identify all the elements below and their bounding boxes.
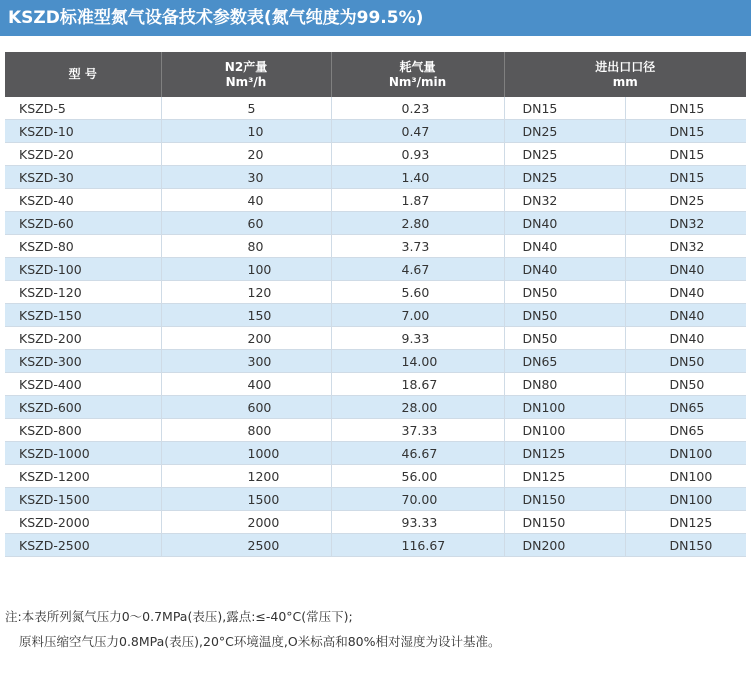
table-row <box>5 488 746 511</box>
table-body <box>5 97 746 557</box>
cell-outlet-diameter: DN15 <box>625 143 746 166</box>
cell-model: KSZD-20 <box>5 143 161 166</box>
page-title: KSZD标准型氮气设备技术参数表(氮气纯度为99.5%) <box>0 0 751 36</box>
cell-model: KSZD-800 <box>5 419 161 442</box>
cell-model: KSZD-1500 <box>5 488 161 511</box>
table-row <box>5 396 746 419</box>
cell-n2-output: 200 <box>161 327 331 350</box>
cell-outlet-diameter: DN40 <box>625 304 746 327</box>
cell-outlet-diameter: DN65 <box>625 419 746 442</box>
cell-gas-consumption: 7.00 <box>331 304 504 327</box>
cell-gas-consumption: 3.73 <box>331 235 504 258</box>
cell-model: KSZD-5 <box>5 97 161 120</box>
cell-gas-consumption: 37.33 <box>331 419 504 442</box>
cell-model: KSZD-120 <box>5 281 161 304</box>
cell-model: KSZD-2500 <box>5 534 161 557</box>
table-row <box>5 120 746 143</box>
table-row <box>5 143 746 166</box>
cell-n2-output: 80 <box>161 235 331 258</box>
cell-inlet-diameter: DN25 <box>504 166 625 189</box>
cell-model: KSZD-200 <box>5 327 161 350</box>
header-gas-unit: Nm³/min <box>388 74 447 89</box>
cell-model: KSZD-400 <box>5 373 161 396</box>
cell-model: KSZD-1000 <box>5 442 161 465</box>
cell-n2-output: 800 <box>161 419 331 442</box>
cell-inlet-diameter: DN50 <box>504 304 625 327</box>
cell-gas-consumption: 0.47 <box>331 120 504 143</box>
cell-n2-output: 150 <box>161 304 331 327</box>
table-row <box>5 465 746 488</box>
cell-outlet-diameter: DN40 <box>625 258 746 281</box>
cell-n2-output: 1200 <box>161 465 331 488</box>
cell-n2-output: 10 <box>161 120 331 143</box>
cell-model: KSZD-1200 <box>5 465 161 488</box>
cell-model: KSZD-30 <box>5 166 161 189</box>
cell-outlet-diameter: DN125 <box>625 511 746 534</box>
cell-inlet-diameter: DN150 <box>504 488 625 511</box>
cell-gas-consumption: 5.60 <box>331 281 504 304</box>
header-model <box>5 52 161 97</box>
cell-inlet-diameter: DN25 <box>504 120 625 143</box>
cell-inlet-diameter: DN125 <box>504 465 625 488</box>
cell-n2-output: 100 <box>161 258 331 281</box>
cell-gas-consumption: 56.00 <box>331 465 504 488</box>
cell-inlet-diameter: DN40 <box>504 235 625 258</box>
cell-model: KSZD-40 <box>5 189 161 212</box>
cell-inlet-diameter: DN40 <box>504 212 625 235</box>
cell-outlet-diameter: DN15 <box>625 166 746 189</box>
table-row <box>5 212 746 235</box>
cell-n2-output: 5 <box>161 97 331 120</box>
table-row <box>5 327 746 350</box>
cell-gas-consumption: 1.40 <box>331 166 504 189</box>
table-row <box>5 442 746 465</box>
cell-outlet-diameter: DN40 <box>625 281 746 304</box>
cell-inlet-diameter: DN15 <box>504 97 625 120</box>
cell-n2-output: 1000 <box>161 442 331 465</box>
cell-inlet-diameter: DN150 <box>504 511 625 534</box>
table-header <box>5 52 746 97</box>
cell-gas-consumption: 28.00 <box>331 396 504 419</box>
cell-gas-consumption: 93.33 <box>331 511 504 534</box>
cell-gas-consumption: 46.67 <box>331 442 504 465</box>
cell-gas-consumption: 1.87 <box>331 189 504 212</box>
cell-outlet-diameter: DN32 <box>625 235 746 258</box>
cell-gas-consumption: 0.23 <box>331 97 504 120</box>
table-row <box>5 373 746 396</box>
cell-n2-output: 1500 <box>161 488 331 511</box>
header-model-label: 型 号 <box>68 67 97 81</box>
cell-inlet-diameter: DN40 <box>504 258 625 281</box>
header-port-label: 进出口口径 <box>595 59 656 74</box>
cell-outlet-diameter: DN15 <box>625 97 746 120</box>
cell-outlet-diameter: DN50 <box>625 373 746 396</box>
table-row <box>5 419 746 442</box>
cell-model: KSZD-100 <box>5 258 161 281</box>
cell-model: KSZD-2000 <box>5 511 161 534</box>
cell-outlet-diameter: DN65 <box>625 396 746 419</box>
cell-inlet-diameter: DN200 <box>504 534 625 557</box>
cell-n2-output: 2000 <box>161 511 331 534</box>
cell-outlet-diameter: DN32 <box>625 212 746 235</box>
cell-inlet-diameter: DN100 <box>504 396 625 419</box>
note-line-2: 原料压缩空气压力0.8MPa(表压),20°C环境温度,O米标高和80%相对湿度为设计基准。 <box>19 634 501 649</box>
table-row <box>5 258 746 281</box>
cell-n2-output: 40 <box>161 189 331 212</box>
cell-gas-consumption: 116.67 <box>331 534 504 557</box>
cell-outlet-diameter: DN150 <box>625 534 746 557</box>
cell-outlet-diameter: DN100 <box>625 488 746 511</box>
cell-gas-consumption: 9.33 <box>331 327 504 350</box>
cell-outlet-diameter: DN25 <box>625 189 746 212</box>
header-gas-label: 耗气量 <box>399 59 436 74</box>
header-gas-consumption <box>331 52 504 97</box>
table-row <box>5 189 746 212</box>
cell-inlet-diameter: DN100 <box>504 419 625 442</box>
cell-n2-output: 2500 <box>161 534 331 557</box>
notes <box>5 604 501 654</box>
cell-gas-consumption: 14.00 <box>331 350 504 373</box>
cell-inlet-diameter: DN32 <box>504 189 625 212</box>
cell-gas-consumption: 70.00 <box>331 488 504 511</box>
cell-model: KSZD-600 <box>5 396 161 419</box>
cell-inlet-diameter: DN25 <box>504 143 625 166</box>
note-line-1: 注:本表所列氮气压力0～0.7MPa(表压),露点:≤-40°C(常压下); <box>5 609 353 624</box>
cell-model: KSZD-60 <box>5 212 161 235</box>
header-n2-label: N2产量 <box>224 59 268 74</box>
header-port-unit: mm <box>612 74 638 89</box>
cell-outlet-diameter: DN50 <box>625 350 746 373</box>
cell-model: KSZD-10 <box>5 120 161 143</box>
cell-n2-output: 120 <box>161 281 331 304</box>
cell-outlet-diameter: DN15 <box>625 120 746 143</box>
cell-n2-output: 300 <box>161 350 331 373</box>
cell-gas-consumption: 2.80 <box>331 212 504 235</box>
cell-outlet-diameter: DN40 <box>625 327 746 350</box>
cell-inlet-diameter: DN50 <box>504 281 625 304</box>
cell-n2-output: 20 <box>161 143 331 166</box>
table-row <box>5 350 746 373</box>
cell-gas-consumption: 4.67 <box>331 258 504 281</box>
cell-n2-output: 400 <box>161 373 331 396</box>
cell-model: KSZD-300 <box>5 350 161 373</box>
cell-inlet-diameter: DN65 <box>504 350 625 373</box>
cell-model: KSZD-150 <box>5 304 161 327</box>
cell-gas-consumption: 0.93 <box>331 143 504 166</box>
cell-n2-output: 60 <box>161 212 331 235</box>
cell-n2-output: 30 <box>161 166 331 189</box>
table-row <box>5 281 746 304</box>
cell-inlet-diameter: DN125 <box>504 442 625 465</box>
cell-inlet-diameter: DN50 <box>504 327 625 350</box>
cell-n2-output: 600 <box>161 396 331 419</box>
table-row <box>5 304 746 327</box>
cell-outlet-diameter: DN100 <box>625 442 746 465</box>
header-n2-unit: Nm³/h <box>225 74 267 89</box>
spec-table <box>5 52 746 557</box>
header-n2-output <box>161 52 331 97</box>
table-row <box>5 534 746 557</box>
table-row <box>5 235 746 258</box>
cell-inlet-diameter: DN80 <box>504 373 625 396</box>
table-row <box>5 97 746 120</box>
cell-outlet-diameter: DN100 <box>625 465 746 488</box>
cell-model: KSZD-80 <box>5 235 161 258</box>
table-row <box>5 166 746 189</box>
header-port-diameter <box>504 52 746 97</box>
table-row <box>5 511 746 534</box>
cell-gas-consumption: 18.67 <box>331 373 504 396</box>
